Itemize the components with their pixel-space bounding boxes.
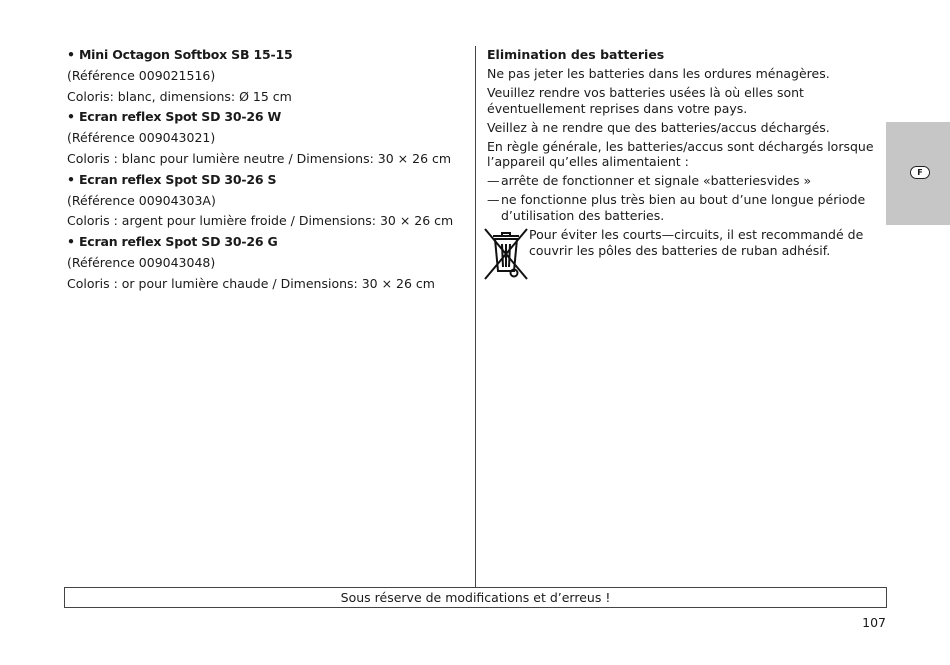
dash-mark: — bbox=[487, 192, 500, 207]
dash-item-text: ne fonctionne plus très bien au bout d’une longue période d’utilisation des batteries. bbox=[501, 192, 866, 223]
language-tab bbox=[886, 122, 950, 225]
bin-notice bbox=[487, 227, 882, 259]
dash-item bbox=[487, 192, 882, 223]
dash-mark: — bbox=[487, 173, 500, 188]
crossed-out-wheelie-bin-icon bbox=[483, 227, 529, 281]
item-reference: (Référence 009021516) bbox=[67, 67, 216, 83]
item-description: Coloris : blanc pour lumière neutre / Dimensions: 30 × 26 cm bbox=[67, 150, 452, 166]
item-description: Coloris : or pour lumière chaude / Dimensions: 30 × 26 cm bbox=[67, 275, 435, 291]
item-reference: (Référence 00904303A) bbox=[67, 192, 216, 208]
item-title-spot-g: • Ecran reflex Spot SD 30-26 G bbox=[67, 234, 278, 250]
dash-item bbox=[487, 173, 882, 189]
dash-item-text: arrête de fonctionner et signale «batteriesvides » bbox=[501, 173, 812, 188]
section-heading: Elimination des batteries bbox=[487, 47, 665, 62]
footer-notice: Sous réserve de modifications et d’erreus ! bbox=[64, 587, 887, 608]
item-title-spot-s: • Ecran reflex Spot SD 30-26 S bbox=[67, 171, 277, 187]
item-description: Coloris: blanc, dimensions: Ø 15 cm bbox=[67, 88, 292, 104]
item-reference: (Référence 009043048) bbox=[67, 254, 216, 270]
page-number: 107 bbox=[862, 615, 886, 630]
paragraph: Veillez à ne rendre que des batteries/accus déchargés. bbox=[487, 119, 830, 135]
accessory-list bbox=[67, 46, 462, 296]
item-reference: (Référence 009043021) bbox=[67, 130, 216, 146]
paragraph: En règle générale, les batteries/accus sont déchargés lorsque l’appareil qu’elles alimentaient : bbox=[487, 138, 874, 169]
bin-notice-text: Pour éviter les courts—circuits, il est recommandé de couvrir les pôles des batteries de ruban adhésif. bbox=[529, 226, 864, 258]
paragraph: Veuillez rendre vos batteries usées là où elles sont éventuellement reprises dans votre pays. bbox=[487, 85, 804, 116]
item-title-spot-w: • Ecran reflex Spot SD 30-26 W bbox=[67, 109, 282, 125]
item-description: Coloris : argent pour lumière froide / Dimensions: 30 × 26 cm bbox=[67, 213, 454, 229]
battery-disposal-section bbox=[487, 46, 882, 259]
column-divider bbox=[475, 46, 476, 587]
paragraph: Ne pas jeter les batteries dans les ordures ménagères. bbox=[487, 66, 830, 81]
item-title-octagon: • Mini Octagon Softbox SB 15-15 bbox=[67, 47, 293, 62]
language-badge: F bbox=[910, 166, 930, 179]
